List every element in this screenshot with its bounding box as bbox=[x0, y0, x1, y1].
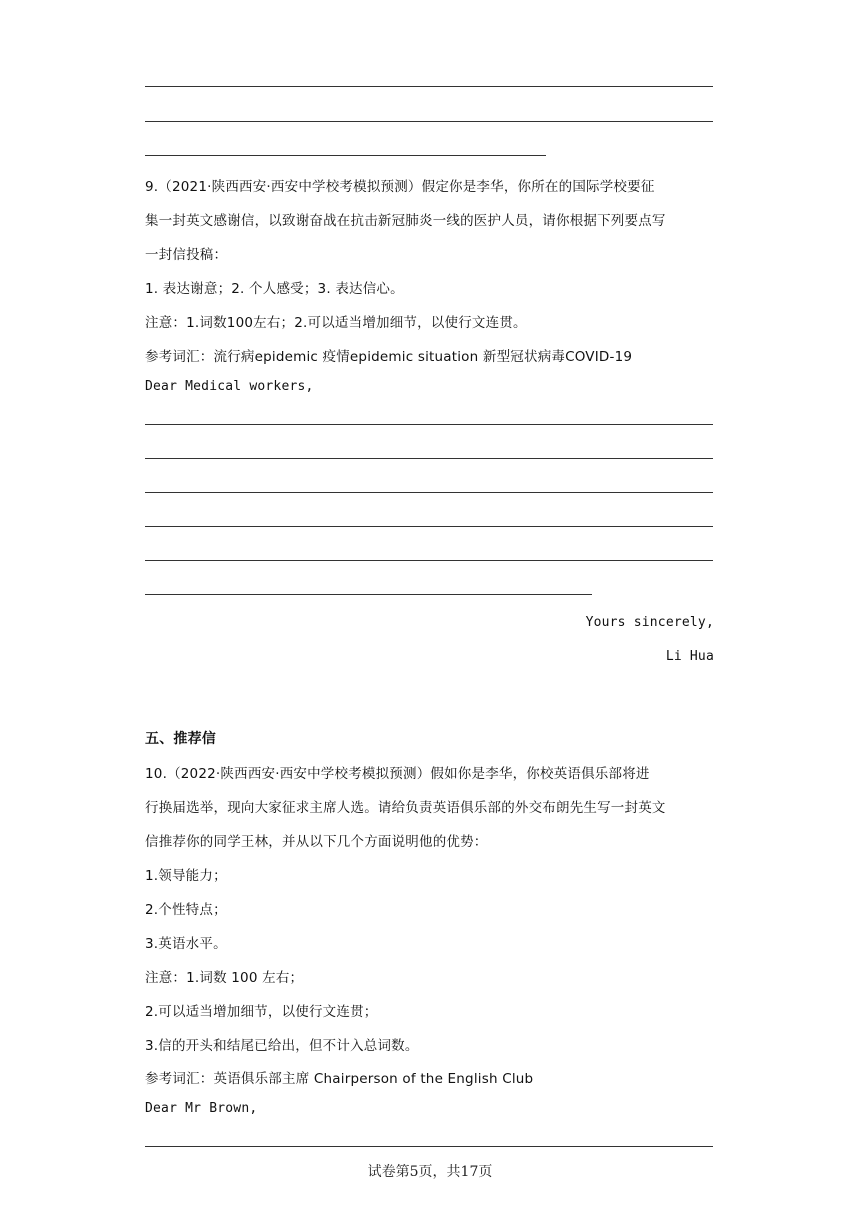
q10-note2: 2.可以适当增加细节，以使行文连贯； bbox=[145, 1004, 378, 1020]
page-footer: 试卷第5页，共17页 bbox=[367, 1164, 493, 1180]
answer-line bbox=[145, 458, 713, 459]
answer-line bbox=[145, 492, 713, 493]
q10-prompt-line3: 信推荐你的同学王林，并从以下几个方面说明他的优势： bbox=[145, 834, 488, 850]
q9-vocab: 参考词汇：流行病epidemic 疫情epidemic situation 新型冠状病毒COVID-19 bbox=[145, 349, 633, 365]
q10-point1: 1.领导能力； bbox=[145, 868, 227, 884]
answer-line bbox=[145, 1146, 713, 1147]
q9-greeting: Dear Medical workers, bbox=[145, 379, 314, 394]
answer-line bbox=[145, 594, 592, 595]
q10-point2: 2.个性特点； bbox=[145, 902, 227, 918]
answer-line bbox=[145, 560, 713, 561]
q10-note3: 3.信的开头和结尾已给出，但不计入总词数。 bbox=[145, 1038, 419, 1054]
q9-prompt-line1: 9.（2021·陕西西安·西安中学校考模拟预测）假定你是李华，你所在的国际学校要征 bbox=[145, 179, 655, 195]
q10-point3: 3.英语水平。 bbox=[145, 936, 227, 952]
answer-line bbox=[145, 526, 713, 527]
q9-prompt-line3: 一封信投稿： bbox=[145, 247, 228, 263]
q10-prompt-line2: 行换届选举，现向大家征求主席人选。请给负责英语俱乐部的外交布朗先生写一封英文 bbox=[145, 800, 666, 816]
answer-line bbox=[145, 424, 713, 425]
answer-line bbox=[145, 155, 546, 156]
answer-line bbox=[145, 86, 713, 87]
q9-prompt-line2: 集一封英文感谢信，以致谢奋战在抗击新冠肺炎一线的医护人员，请你根据下列要点写 bbox=[145, 213, 666, 229]
answer-line bbox=[145, 121, 713, 122]
q9-signature: Li Hua bbox=[665, 649, 714, 664]
q9-closing: Yours sincerely, bbox=[585, 615, 714, 630]
q10-note1: 注意：1.词数 100 左右； bbox=[145, 970, 304, 986]
q9-note: 注意：1.词数100左右；2.可以适当增加细节，以使行文连贯。 bbox=[145, 315, 527, 331]
q10-vocab: 参考词汇：英语俱乐部主席 Chairperson of the English Club bbox=[145, 1071, 534, 1087]
section-heading: 五、推荐信 bbox=[145, 731, 216, 747]
q10-greeting: Dear Mr Brown, bbox=[145, 1101, 258, 1116]
q9-points: 1. 表达谢意；2. 个人感受；3. 表达信心。 bbox=[145, 281, 404, 297]
q10-prompt-line1: 10.（2022·陕西西安·西安中学校考模拟预测）假如你是李华，你校英语俱乐部将进 bbox=[145, 766, 650, 782]
